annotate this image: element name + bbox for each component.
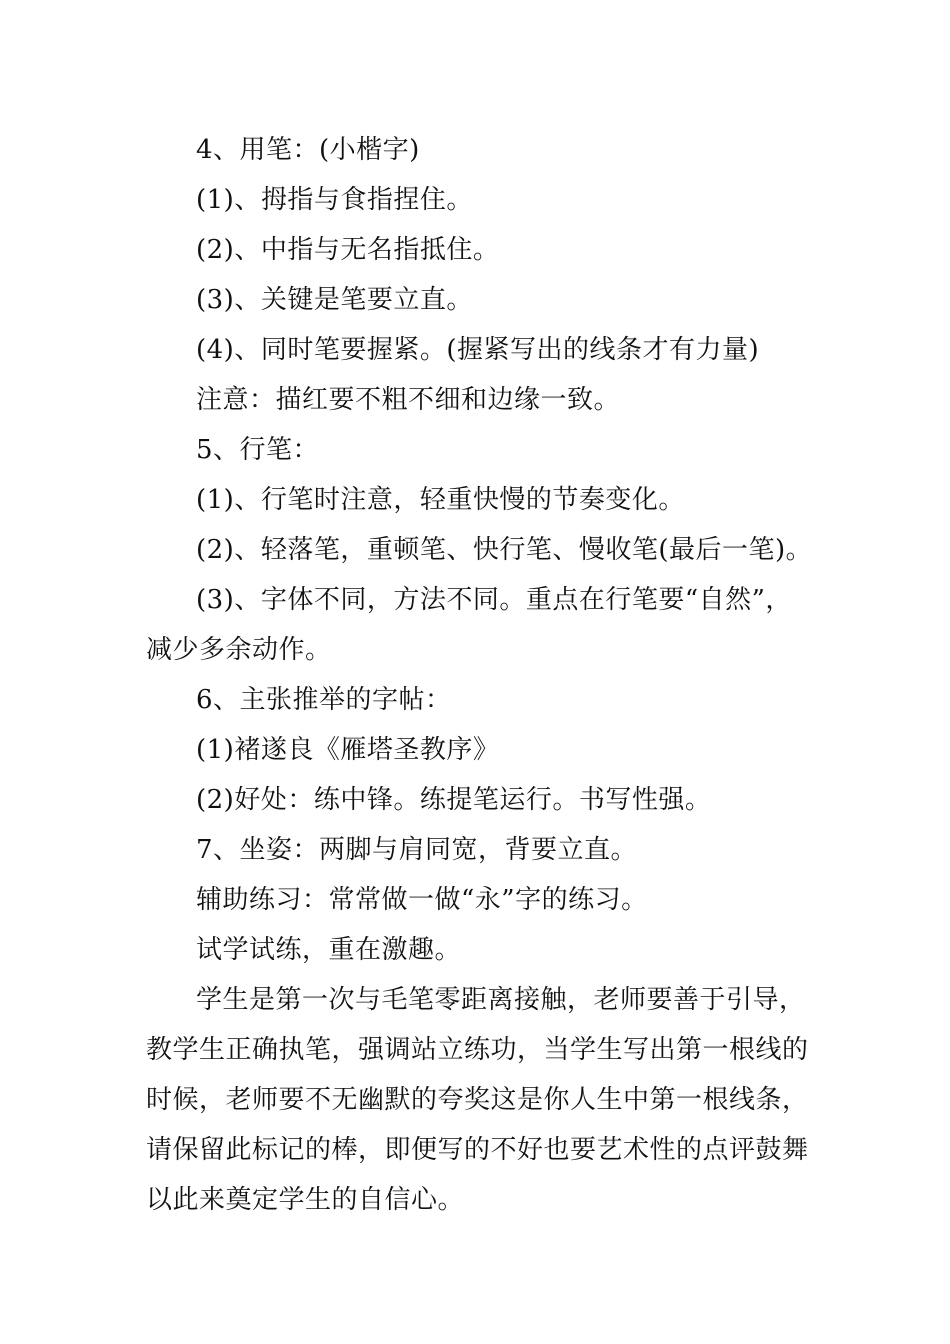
paragraph-line: 辅助练习：常常做一做“永”字的练习。 [196,885,648,915]
paragraph-line: (4)、同时笔要握紧。(握紧写出的线条才有力量) [196,335,760,365]
paragraph-line: (2)、中指与无名指抵住。 [196,235,500,265]
section-heading-copybook: 6、主张推举的字帖： [196,685,452,715]
paragraph-line: (2)好处：练中锋。练提笔运行。书写性强。 [196,785,712,815]
note-line: 注意：描红要不粗不细和边缘一致。 [196,385,621,415]
paragraph-line: (1)、拇指与食指捏住。 [196,185,473,215]
document-body [146,125,826,1225]
paragraph-line-continuation: 减少多余动作。 [146,635,332,665]
paragraph-line-continuation: 教学生正确执笔，强调站立练功，当学生写出第一根线的 [146,1035,809,1065]
paragraph-line: (1)、行笔时注意，轻重快慢的节奏变化。 [196,485,685,515]
paragraph-line: (1)褚遂良《雁塔圣教序》 [196,735,500,765]
paragraph-line: (2)、轻落笔，重顿笔、快行笔、慢收笔(最后一笔)。 [196,535,813,565]
paragraph-line-continuation: 时候，老师要不无幽默的夸奖这是你人生中第一根线条， [146,1085,809,1115]
paragraph-line: (3)、关键是笔要立直。 [196,285,473,315]
section-heading-posture: 7、坐姿：两脚与肩同宽，背要立直。 [196,835,638,865]
section-heading-stroke: 5、行笔： [196,435,320,465]
paragraph-line: (3)、字体不同，方法不同。重点在行笔要“自然”， [196,585,792,615]
paragraph-line: 学生是第一次与毛笔零距离接触，老师要善于引导， [196,985,806,1015]
paragraph-line-continuation: 以此来奠定学生的自信心。 [146,1185,465,1215]
paragraph-line: 试学试练，重在激趣。 [196,935,462,965]
section-heading-brush-holding: 4、用笔：(小楷字) [196,135,420,165]
paragraph-line-continuation: 请保留此标记的棒，即便写的不好也要艺术性的点评鼓舞 [146,1135,809,1165]
